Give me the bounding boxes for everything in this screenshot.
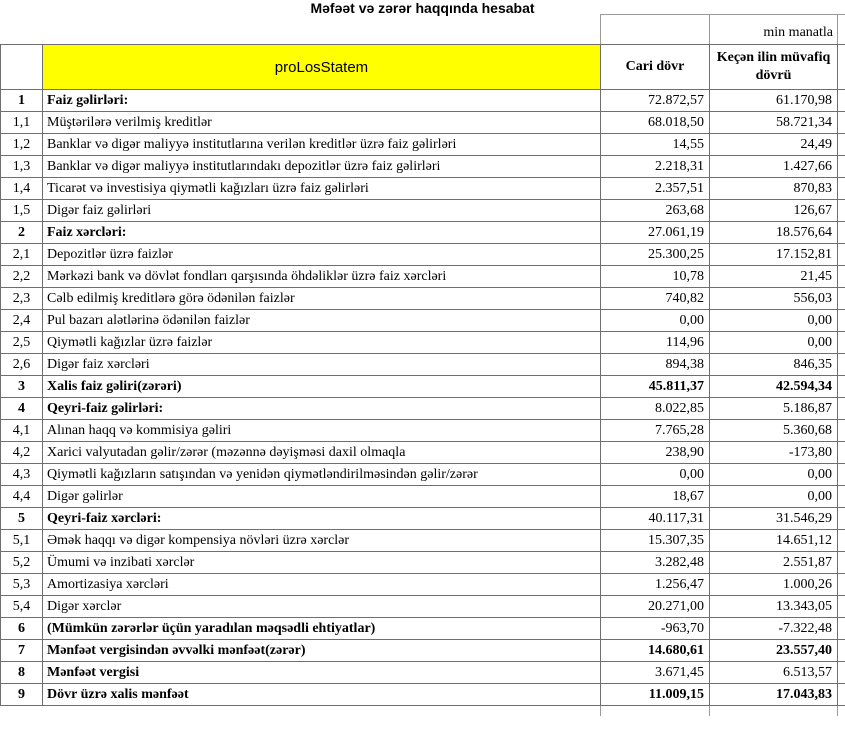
previous-value-cell: 13.343,05	[710, 596, 838, 618]
row-label-cell: Mərkəzi bank və dövlət fondları qarşısında öhdəliklər üzrə faiz xərcləri	[43, 266, 601, 288]
current-value-cell: 11.009,15	[601, 684, 710, 706]
current-value-cell: 0,00	[601, 310, 710, 332]
row-number-cell: 4,4	[1, 486, 43, 508]
previous-value-cell: 0,00	[710, 464, 838, 486]
row-label-cell: Mənfəət vergisi	[43, 662, 601, 684]
table-row	[1, 288, 845, 310]
current-value-cell: 27.061,19	[601, 222, 710, 244]
sliver-cell	[838, 354, 845, 376]
report-header	[0, 0, 845, 44]
previous-value-cell: 58.721,34	[710, 112, 838, 134]
row-number-cell: 2,3	[1, 288, 43, 310]
row-number-cell: 1,3	[1, 156, 43, 178]
table-row	[1, 244, 845, 266]
current-value-cell: 740,82	[601, 288, 710, 310]
row-number-cell: 2	[1, 222, 43, 244]
current-value-cell: 72.872,57	[601, 90, 710, 112]
table-row	[1, 332, 845, 354]
sliver-cell	[838, 464, 845, 486]
table-row	[1, 442, 845, 464]
row-label-cell: Xarici valyutadan gəlir/zərər (məzənnə dəyişməsi daxil olmaqla	[43, 442, 601, 464]
statement-name-header: proLosStatem	[43, 45, 601, 90]
current-value-cell: 8.022,85	[601, 398, 710, 420]
previous-value-cell: 61.170,98	[710, 90, 838, 112]
previous-value-cell: 6.513,57	[710, 662, 838, 684]
row-number-cell: 8	[1, 662, 43, 684]
previous-value-cell: 21,45	[710, 266, 838, 288]
table-row	[1, 640, 845, 662]
row-number-cell: 2,4	[1, 310, 43, 332]
sliver-cell	[838, 684, 845, 706]
row-number-cell: 5,2	[1, 552, 43, 574]
table-row	[1, 618, 845, 640]
current-value-cell: 3.282,48	[601, 552, 710, 574]
row-number-cell: 7	[1, 640, 43, 662]
table-row	[1, 266, 845, 288]
sliver-cell	[838, 112, 845, 134]
current-value-cell: 3.671,45	[601, 662, 710, 684]
row-label-cell: Xalis faiz gəliri(zərəri)	[43, 376, 601, 398]
row-label-cell: Müştərilərə verilmiş kreditlər	[43, 112, 601, 134]
current-value-cell: 7.765,28	[601, 420, 710, 442]
table-row	[1, 420, 845, 442]
previous-value-cell: 24,49	[710, 134, 838, 156]
previous-period-header: Keçən ilin müvafiq dövrü	[710, 45, 838, 90]
sliver-cell	[838, 508, 845, 530]
sliver-cell	[838, 90, 845, 112]
table-row	[1, 684, 845, 706]
sliver-cell	[838, 574, 845, 596]
current-value-cell: 15.307,35	[601, 530, 710, 552]
row-label-cell: Banklar və digər maliyyə institutlarına verilən kreditlər üzrə faiz gəlirləri	[43, 134, 601, 156]
row-number-cell: 1	[1, 90, 43, 112]
row-label-cell: Digər faiz xərcləri	[43, 354, 601, 376]
table-row	[1, 662, 845, 684]
grid-line	[837, 706, 838, 716]
row-label-cell: Cəlb edilmiş kreditlərə görə ödənilən faizlər	[43, 288, 601, 310]
row-label-cell: Mənfəət vergisindən əvvəlki mənfəət(zərər)	[43, 640, 601, 662]
row-number-cell: 4,1	[1, 420, 43, 442]
table-row	[1, 552, 845, 574]
sliver-cell	[838, 662, 845, 684]
current-value-cell: 14.680,61	[601, 640, 710, 662]
sliver-cell	[838, 310, 845, 332]
sliver-cell	[838, 222, 845, 244]
previous-value-cell: 556,03	[710, 288, 838, 310]
current-value-cell: 10,78	[601, 266, 710, 288]
row-number-cell: 1,1	[1, 112, 43, 134]
row-number-cell: 5,1	[1, 530, 43, 552]
table-body	[1, 90, 845, 706]
table-row	[1, 398, 845, 420]
bottom-grid-strip	[0, 706, 845, 716]
current-value-cell: 45.811,37	[601, 376, 710, 398]
sliver-cell	[838, 244, 845, 266]
grid-line	[837, 14, 838, 44]
current-value-cell: 238,90	[601, 442, 710, 464]
row-label-cell: Dövr üzrə xalis mənfəət	[43, 684, 601, 706]
table-row	[1, 376, 845, 398]
row-label-cell: Digər faiz gəlirləri	[43, 200, 601, 222]
table-row	[1, 530, 845, 552]
current-value-cell: 25.300,25	[601, 244, 710, 266]
sliver-cell	[838, 332, 845, 354]
previous-value-cell: 126,67	[710, 200, 838, 222]
row-number-cell: 2,5	[1, 332, 43, 354]
table-row	[1, 464, 845, 486]
previous-value-cell: 0,00	[710, 310, 838, 332]
current-period-header: Cari dövr	[601, 45, 710, 90]
current-value-cell: 2.357,51	[601, 178, 710, 200]
row-label-cell: Ticarət və investisiya qiymətli kağızları üzrə faiz gəlirləri	[43, 178, 601, 200]
previous-value-cell: 17.043,83	[710, 684, 838, 706]
previous-value-cell: -7.322,48	[710, 618, 838, 640]
row-number-cell: 1,5	[1, 200, 43, 222]
sliver-cell	[838, 552, 845, 574]
previous-value-cell: 31.546,29	[710, 508, 838, 530]
current-value-cell: 1.256,47	[601, 574, 710, 596]
row-number-cell: 2,1	[1, 244, 43, 266]
table-row	[1, 508, 845, 530]
previous-value-cell: 5.360,68	[710, 420, 838, 442]
row-number-cell: 5,4	[1, 596, 43, 618]
table-row	[1, 222, 845, 244]
row-label-cell: Digər gəlirlər	[43, 486, 601, 508]
table-row	[1, 596, 845, 618]
sliver-cell	[838, 376, 845, 398]
sliver-cell	[838, 640, 845, 662]
sliver-header	[838, 45, 845, 90]
current-value-cell: 68.018,50	[601, 112, 710, 134]
sliver-cell	[838, 288, 845, 310]
row-label-cell: Alınan haqq və kommisiya gəliri	[43, 420, 601, 442]
row-number-cell: 1,2	[1, 134, 43, 156]
sliver-cell	[838, 178, 845, 200]
sliver-cell	[838, 420, 845, 442]
row-label-cell: Depozitlər üzrə faizlər	[43, 244, 601, 266]
row-label-cell: (Mümkün zərərlər üçün yaradılan məqsədli ehtiyatlar)	[43, 618, 601, 640]
row-label-cell: Digər xərclər	[43, 596, 601, 618]
previous-value-cell: 18.576,64	[710, 222, 838, 244]
previous-value-cell: 42.594,34	[710, 376, 838, 398]
row-label-cell: Qiymətli kağızların satışından və yenidən qiymətləndirilməsindən gəlir/zərər	[43, 464, 601, 486]
row-number-header	[1, 45, 43, 90]
row-label-cell: Qeyri-faiz gəlirləri:	[43, 398, 601, 420]
row-label-cell: Banklar və digər maliyyə institutlarındakı depozitlər üzrə faiz gəlirləri	[43, 156, 601, 178]
table-row	[1, 134, 845, 156]
sliver-cell	[838, 200, 845, 222]
sliver-cell	[838, 442, 845, 464]
sliver-cell	[838, 266, 845, 288]
row-number-cell: 9	[1, 684, 43, 706]
row-number-cell: 4,2	[1, 442, 43, 464]
sliver-cell	[838, 156, 845, 178]
table-header-row	[1, 45, 845, 90]
current-value-cell: 114,96	[601, 332, 710, 354]
current-value-cell: 40.117,31	[601, 508, 710, 530]
grid-line	[600, 14, 601, 44]
current-value-cell: 18,67	[601, 486, 710, 508]
row-number-cell: 2,6	[1, 354, 43, 376]
table-row	[1, 178, 845, 200]
row-label-cell: Faiz xərcləri:	[43, 222, 601, 244]
table-row	[1, 90, 845, 112]
previous-value-cell: 0,00	[710, 332, 838, 354]
sliver-cell	[838, 398, 845, 420]
current-value-cell: -963,70	[601, 618, 710, 640]
report-title: Məfəət və zərər haqqında hesabat	[310, 0, 535, 16]
table-row	[1, 574, 845, 596]
grid-line	[600, 706, 601, 716]
row-number-cell: 3	[1, 376, 43, 398]
table-row	[1, 310, 845, 332]
row-number-cell: 5,3	[1, 574, 43, 596]
grid-line	[709, 14, 710, 44]
row-label-cell: Amortizasiya xərcləri	[43, 574, 601, 596]
sliver-cell	[838, 596, 845, 618]
table-row	[1, 200, 845, 222]
previous-value-cell: 17.152,81	[710, 244, 838, 266]
row-number-cell: 6	[1, 618, 43, 640]
previous-value-cell: 870,83	[710, 178, 838, 200]
table-row	[1, 112, 845, 134]
row-label-cell: Qeyri-faiz xərcləri:	[43, 508, 601, 530]
row-number-cell: 4,3	[1, 464, 43, 486]
current-value-cell: 263,68	[601, 200, 710, 222]
sliver-cell	[838, 134, 845, 156]
row-label-cell: Ümumi və inzibati xərclər	[43, 552, 601, 574]
current-value-cell: 20.271,00	[601, 596, 710, 618]
row-label-cell: Əmək haqqı və digər kompensiya növləri üzrə xərclər	[43, 530, 601, 552]
row-number-cell: 2,2	[1, 266, 43, 288]
table-row	[1, 354, 845, 376]
previous-value-cell: 1.000,26	[710, 574, 838, 596]
profit-loss-table	[0, 44, 845, 706]
previous-value-cell: 14.651,12	[710, 530, 838, 552]
current-value-cell: 894,38	[601, 354, 710, 376]
previous-value-cell: 23.557,40	[710, 640, 838, 662]
row-number-cell: 1,4	[1, 178, 43, 200]
table-row	[1, 486, 845, 508]
previous-value-cell: 0,00	[710, 486, 838, 508]
sliver-cell	[838, 618, 845, 640]
row-label-cell: Faiz gəlirləri:	[43, 90, 601, 112]
previous-value-cell: 2.551,87	[710, 552, 838, 574]
row-label-cell: Pul bazarı alətlərinə ödənilən faizlər	[43, 310, 601, 332]
grid-line	[709, 706, 710, 716]
sliver-cell	[838, 486, 845, 508]
row-number-cell: 4	[1, 398, 43, 420]
unit-note: min manatla	[763, 25, 833, 40]
row-label-cell: Qiymətli kağızlar üzrə faizlər	[43, 332, 601, 354]
grid-line	[600, 14, 845, 15]
previous-value-cell: 5.186,87	[710, 398, 838, 420]
previous-value-cell: 1.427,66	[710, 156, 838, 178]
previous-value-cell: -173,80	[710, 442, 838, 464]
table-row	[1, 156, 845, 178]
sliver-cell	[838, 530, 845, 552]
current-value-cell: 2.218,31	[601, 156, 710, 178]
row-number-cell: 5	[1, 508, 43, 530]
current-value-cell: 14,55	[601, 134, 710, 156]
current-value-cell: 0,00	[601, 464, 710, 486]
previous-value-cell: 846,35	[710, 354, 838, 376]
